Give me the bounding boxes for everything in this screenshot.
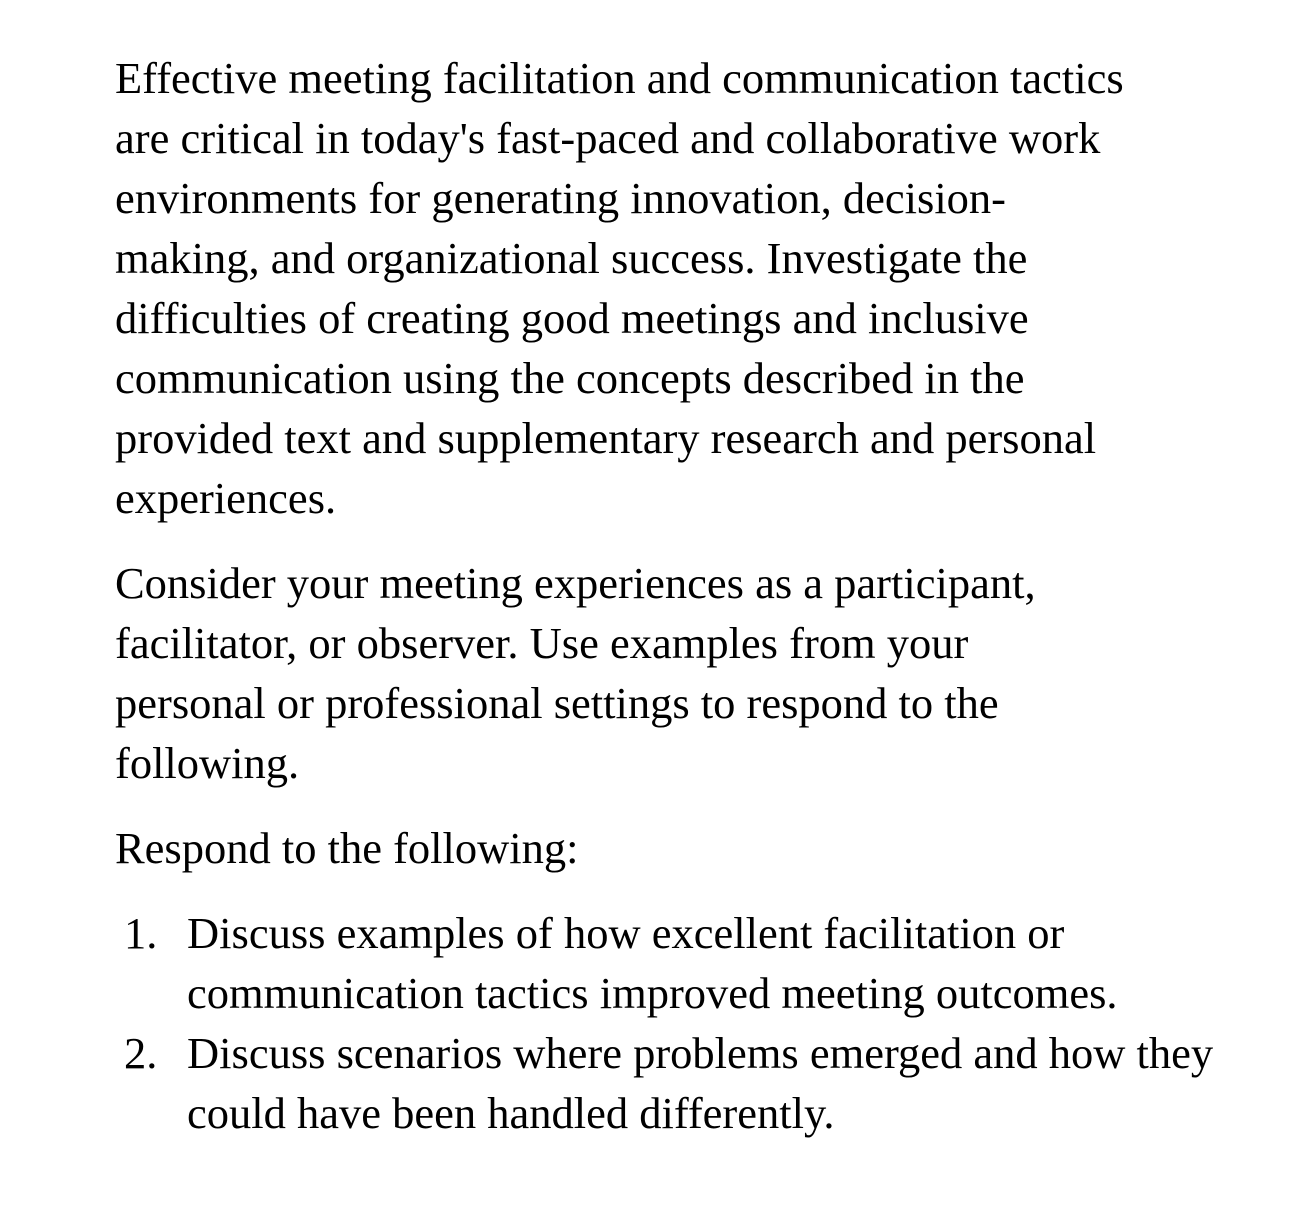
task-item-1 bbox=[115, 903, 1217, 1023]
document-body bbox=[115, 48, 1245, 1143]
task-number: 1. bbox=[124, 908, 158, 958]
task-number: 2. bbox=[124, 1028, 158, 1078]
respond-heading: Respond to the following: bbox=[115, 823, 579, 873]
intro-paragraph: Effective meeting facilitation and communication tactics are critical in today's fast-paced and collaborative work environments for generating innovation, decision-making, and organizational success. Investigate the difficulties of creating good meetings and inclusive communication using the concepts described in the provided text and supplementary research and personal experiences. bbox=[115, 53, 1124, 523]
consider-paragraph: Consider your meeting experiences as a participant, facilitator, or observer. Use examples from your personal or professional settings to respond to the following. bbox=[115, 558, 1036, 788]
task-text: Discuss examples of how excellent facilitation or communication tactics improved meeting outcomes. bbox=[187, 908, 1118, 1018]
task-text: Discuss scenarios where problems emerged and how they could have been handled differently. bbox=[187, 1028, 1214, 1138]
task-list bbox=[115, 903, 1245, 1143]
task-item-2 bbox=[115, 1023, 1217, 1143]
